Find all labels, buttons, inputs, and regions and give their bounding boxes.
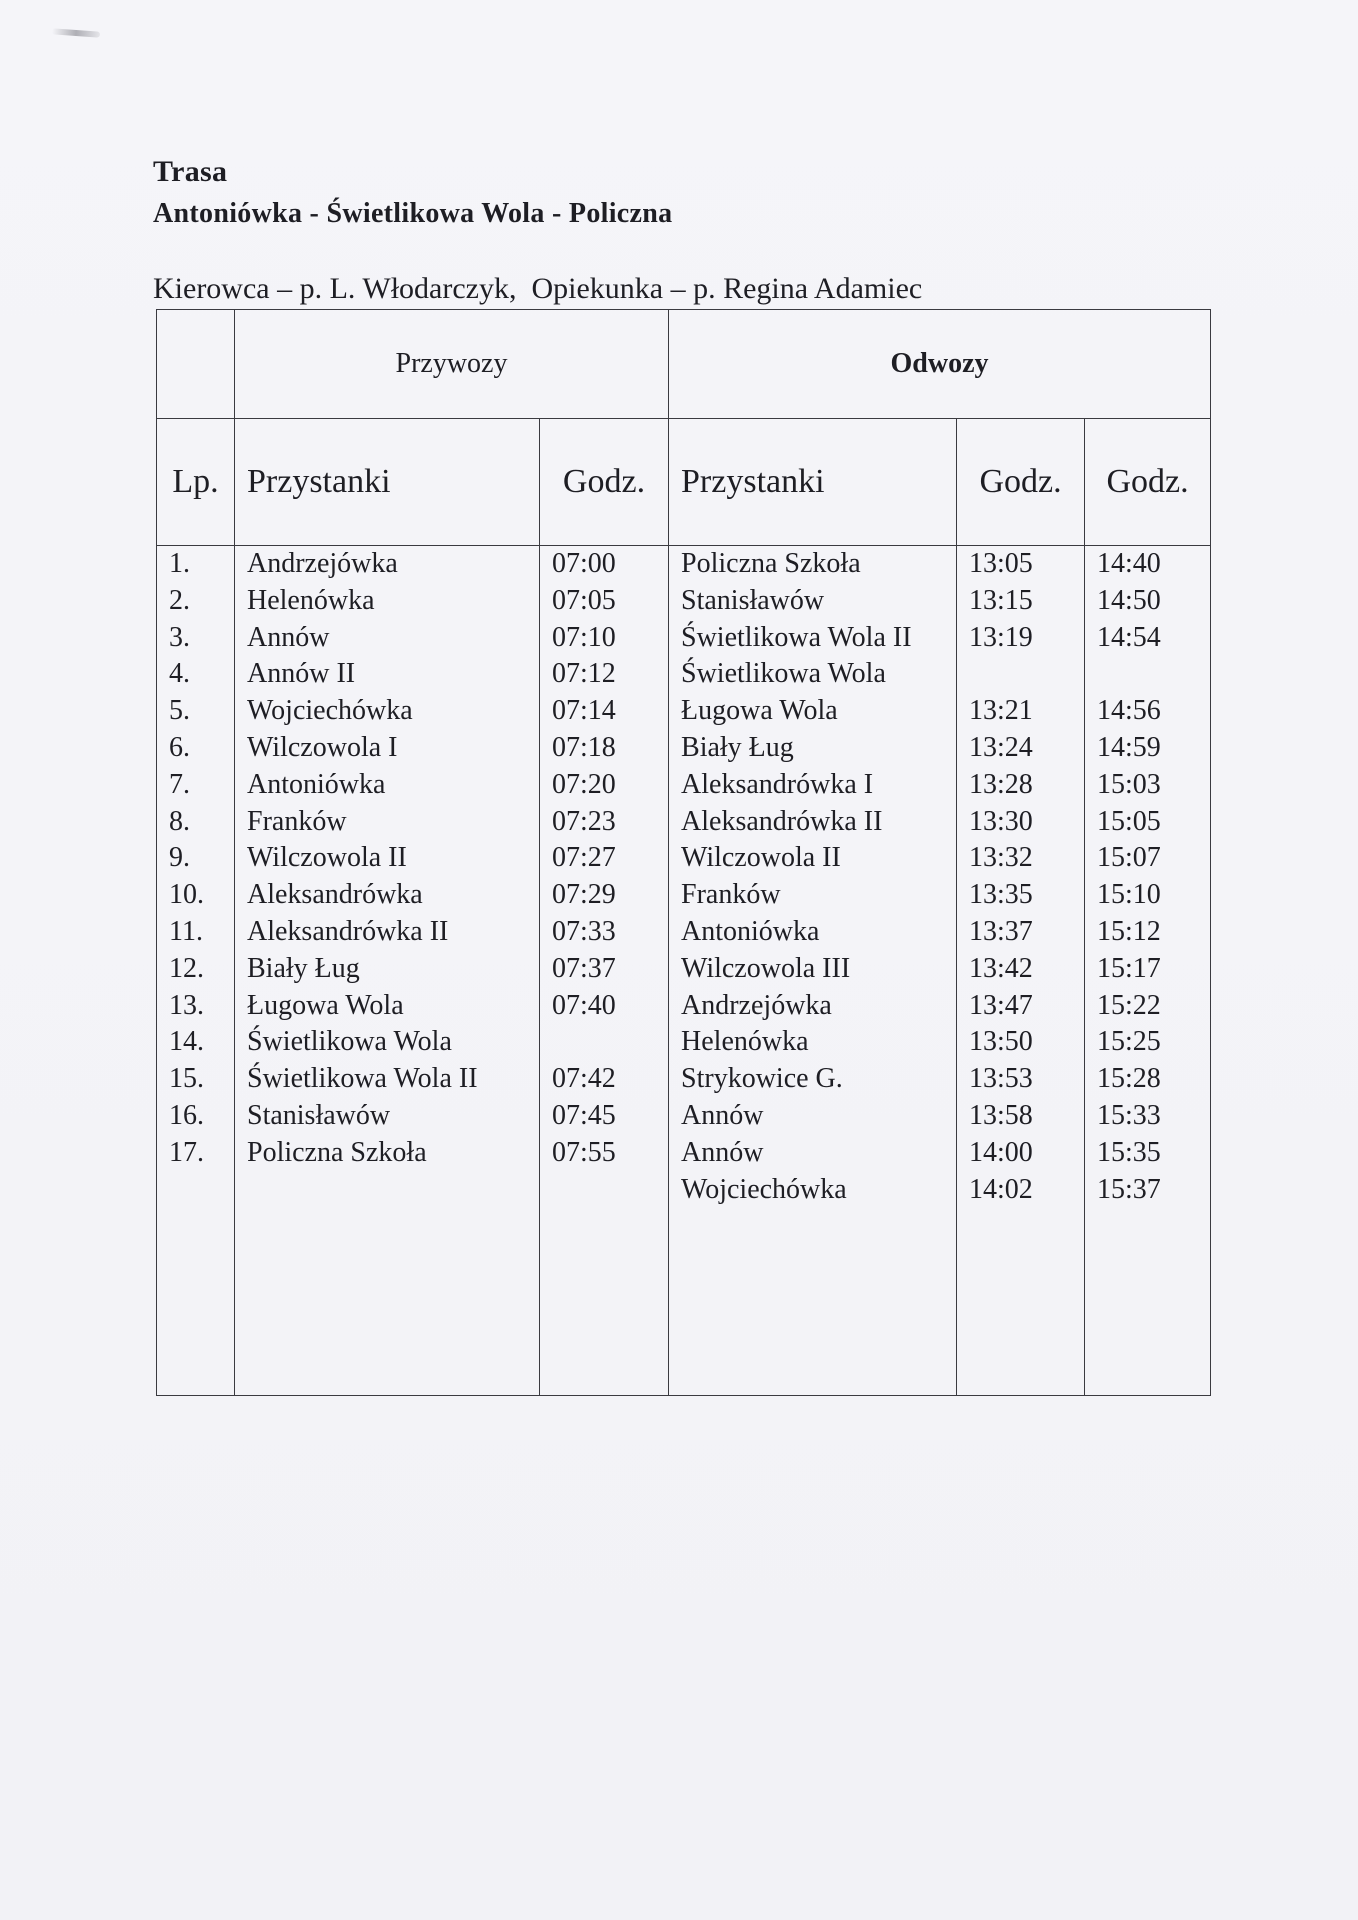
przywozy-lp: 9. xyxy=(169,842,190,874)
przywozy-stop: Aleksandrówka xyxy=(247,879,423,911)
przywozy-time: 07:42 xyxy=(552,1063,616,1095)
column-header-row xyxy=(157,419,1211,546)
przywozy-stop: Andrzejówka xyxy=(247,548,398,579)
odwozy-stop: Biały Ług xyxy=(681,731,794,763)
odwozy-stop: Świetlikowa Wola xyxy=(681,658,886,690)
przywozy-stop: Franków xyxy=(247,805,347,837)
schedule-body-row xyxy=(157,546,1211,1396)
col-header-time-out-1: Godz. xyxy=(957,419,1085,546)
przywozy-time: 07:00 xyxy=(552,548,616,579)
odwozy-time-1: 13:53 xyxy=(969,1063,1033,1095)
przywozy-lp: 2. xyxy=(169,584,190,616)
route-name: Antoniówka - Świetlikowa Wola - Policzna xyxy=(153,198,673,229)
odwozy-stop: Wilczowola II xyxy=(681,842,841,874)
przywozy-time: 07:33 xyxy=(552,915,616,947)
przywozy-lp: 6. xyxy=(169,731,190,763)
schedule-table xyxy=(156,309,1211,1396)
odwozy-stop: Antoniówka xyxy=(681,915,820,947)
group-przywozy: Przywozy xyxy=(235,310,669,419)
staff-line: Kierowca – p. L. Włodarczyk, Opiekunka – p. Regina Adamiec xyxy=(153,272,923,305)
odwozy-time-2: 15:28 xyxy=(1097,1063,1161,1095)
odwozy-stop: Helenówka xyxy=(681,1026,809,1058)
przywozy-lp: 13. xyxy=(169,989,204,1021)
przywozy-lp: 7. xyxy=(169,768,190,800)
time-out-1-column xyxy=(957,546,1085,1396)
odwozy-time-1: 13:24 xyxy=(969,731,1033,763)
odwozy-time-1 xyxy=(969,656,1084,693)
odwozy-stop: Franków xyxy=(681,879,781,911)
przywozy-time: 07:14 xyxy=(552,695,616,727)
przywozy-lp: 15. xyxy=(169,1063,204,1095)
odwozy-stop: Annów xyxy=(681,1136,764,1168)
odwozy-stop: Wojciechówka xyxy=(681,1173,847,1205)
odwozy-time-2: 15:10 xyxy=(1097,879,1161,911)
odwozy-time-2: 15:33 xyxy=(1097,1099,1161,1131)
odwozy-time-2: 14:40 xyxy=(1097,548,1161,579)
przywozy-lp: 4. xyxy=(169,658,190,690)
page-title: Trasa xyxy=(153,155,228,188)
odwozy-time-2: 15:37 xyxy=(1097,1173,1161,1205)
odwozy-time-2: 15:25 xyxy=(1097,1026,1161,1058)
scan-mark xyxy=(52,28,100,37)
odwozy-time-2: 15:12 xyxy=(1097,915,1161,947)
przywozy-stop: Policzna Szkoła xyxy=(247,1136,427,1168)
lp-column xyxy=(157,546,235,1396)
odwozy-time-2 xyxy=(1097,656,1210,693)
time-out-2-column xyxy=(1085,546,1211,1396)
odwozy-stop: Świetlikowa Wola II xyxy=(681,621,912,653)
odwozy-stop: Andrzejówka xyxy=(681,989,832,1021)
przywozy-time: 07:18 xyxy=(552,731,616,763)
przywozy-time: 07:20 xyxy=(552,768,616,800)
stops-out-column xyxy=(669,546,957,1396)
przywozy-stop: Wilczowola II xyxy=(247,842,407,874)
odwozy-time-1: 13:15 xyxy=(969,584,1033,616)
przywozy-time: 07:12 xyxy=(552,658,616,690)
odwozy-stop: Wilczowola III xyxy=(681,952,851,984)
odwozy-stop: Stanisławów xyxy=(681,584,825,616)
odwozy-time-2: 14:56 xyxy=(1097,695,1161,727)
odwozy-time-1: 13:37 xyxy=(969,915,1033,947)
group-odwozy: Odwozy xyxy=(669,310,1211,419)
odwozy-time-1: 13:50 xyxy=(969,1026,1033,1058)
odwozy-time-1: 13:32 xyxy=(969,842,1033,874)
odwozy-time-1: 13:42 xyxy=(969,952,1033,984)
odwozy-stop: Aleksandrówka II xyxy=(681,805,883,837)
przywozy-time: 07:27 xyxy=(552,842,616,874)
odwozy-time-1: 13:47 xyxy=(969,989,1033,1021)
przywozy-time: 07:55 xyxy=(552,1136,616,1168)
przywozy-time: 07:05 xyxy=(552,584,616,616)
przywozy-lp: 11. xyxy=(169,915,203,947)
odwozy-time-2: 14:59 xyxy=(1097,731,1161,763)
przywozy-stop: Świetlikowa Wola II xyxy=(247,1063,478,1095)
przywozy-time: 07:10 xyxy=(552,621,616,653)
odwozy-time-1: 13:19 xyxy=(969,621,1033,653)
przywozy-lp: 12. xyxy=(169,952,204,984)
odwozy-time-2: 14:54 xyxy=(1097,621,1161,653)
przywozy-stop: Wojciechówka xyxy=(247,695,413,727)
odwozy-time-2: 15:03 xyxy=(1097,768,1161,800)
przywozy-time: 07:40 xyxy=(552,989,616,1021)
odwozy-time-1: 14:02 xyxy=(969,1173,1033,1205)
odwozy-stop: Annów xyxy=(681,1099,764,1131)
col-header-time-in: Godz. xyxy=(540,419,669,546)
col-header-lp: Lp. xyxy=(157,419,235,546)
stops-in-column xyxy=(235,546,540,1396)
przywozy-time: 07:37 xyxy=(552,952,616,984)
przywozy-stop: Świetlikowa Wola xyxy=(247,1026,452,1058)
odwozy-time-1: 13:05 xyxy=(969,548,1033,579)
przywozy-stop: Antoniówka xyxy=(247,768,386,800)
odwozy-time-2: 15:07 xyxy=(1097,842,1161,874)
odwozy-stop: Policzna Szkoła xyxy=(681,548,861,579)
odwozy-time-2: 14:50 xyxy=(1097,584,1161,616)
przywozy-lp: 16. xyxy=(169,1099,204,1131)
przywozy-lp: 5. xyxy=(169,695,190,727)
odwozy-stop: Strykowice G. xyxy=(681,1063,843,1095)
col-header-time-out-2: Godz. xyxy=(1085,419,1211,546)
empty-corner-cell xyxy=(157,310,235,419)
przywozy-lp: 17. xyxy=(169,1136,204,1168)
odwozy-stop: Ługowa Wola xyxy=(681,695,838,727)
przywozy-stop: Biały Ług xyxy=(247,952,360,984)
przywozy-stop: Stanisławów xyxy=(247,1099,391,1131)
odwozy-time-2: 15:05 xyxy=(1097,805,1161,837)
przywozy-lp: 1. xyxy=(169,548,190,579)
przywozy-lp: 8. xyxy=(169,805,190,837)
odwozy-time-1: 13:35 xyxy=(969,879,1033,911)
przywozy-stop: Helenówka xyxy=(247,584,375,616)
odwozy-time-1: 13:30 xyxy=(969,805,1033,837)
odwozy-time-1: 13:58 xyxy=(969,1099,1033,1131)
time-in-column xyxy=(540,546,669,1396)
przywozy-lp: 14. xyxy=(169,1026,204,1058)
przywozy-lp: 3. xyxy=(169,621,190,653)
odwozy-stop: Aleksandrówka I xyxy=(681,768,874,800)
przywozy-stop: Annów xyxy=(247,621,330,653)
przywozy-time: 07:45 xyxy=(552,1099,616,1131)
col-header-stops-in: Przystanki xyxy=(235,419,540,546)
przywozy-stop: Wilczowola I xyxy=(247,731,398,763)
odwozy-time-1: 13:28 xyxy=(969,768,1033,800)
col-header-stops-out: Przystanki xyxy=(669,419,957,546)
przywozy-time xyxy=(552,1024,668,1061)
odwozy-time-1: 13:21 xyxy=(969,695,1033,727)
przywozy-time: 07:23 xyxy=(552,805,616,837)
odwozy-time-2: 15:35 xyxy=(1097,1136,1161,1168)
przywozy-stop: Annów II xyxy=(247,658,356,690)
przywozy-stop: Aleksandrówka II xyxy=(247,915,449,947)
przywozy-time: 07:29 xyxy=(552,879,616,911)
odwozy-time-1: 14:00 xyxy=(969,1136,1033,1168)
group-header-row xyxy=(157,310,1211,419)
odwozy-time-2: 15:22 xyxy=(1097,989,1161,1021)
przywozy-lp: 10. xyxy=(169,879,204,911)
odwozy-time-2: 15:17 xyxy=(1097,952,1161,984)
przywozy-stop: Ługowa Wola xyxy=(247,989,404,1021)
